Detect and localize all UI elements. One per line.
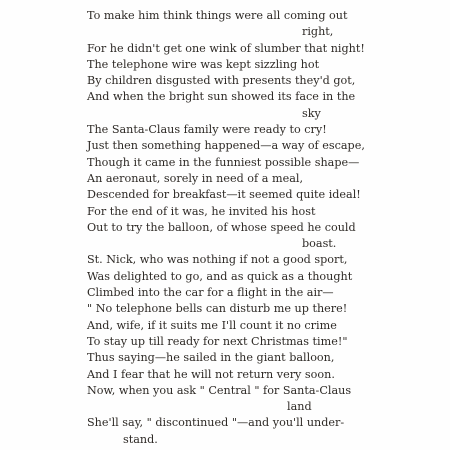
poem-line: To make him think things were all coming out [87,9,348,22]
poem-line: She'll say, " discontinued "—and you'll under- [87,416,345,430]
poem-line: right, [302,25,334,39]
poem-line: The Santa-Claus family were ready to cry! [87,123,327,137]
poem-line: An aeronaut, sorely in need of a meal, [87,171,303,185]
poem-line: stand. [123,432,158,446]
poem-line: Thus saying—he sailed in the giant balloon, [87,351,335,365]
poem-line: land [287,400,312,414]
poem-line: The telephone wire was kept sizzling hot [87,57,320,71]
poem-line: St. Nick, who was nothing if not a good sport, [87,253,348,267]
poem-line: And, wife, if it suits me I'll count it no crime [87,318,337,332]
poem-line: boast. [302,237,337,251]
poem-line: For the end of it was, he invited his host [87,204,316,218]
poem-line: And when the bright sun showed its face in the [87,90,356,104]
poem-line: sky [302,106,321,120]
poem-line: Descended for breakfast—it seemed quite ideal! [87,188,361,202]
poem-line: To stay up till ready for next Christmas time!" [87,334,348,348]
poem-line: Climbed into the car for a flight in the air— [87,286,334,300]
poem-line: For he didn't get one wink of slumber that night! [87,41,365,55]
poem-line: And I fear that he will not return very soon. [87,367,335,381]
poem-line: " No telephone bells can disturb me up there! [87,302,348,316]
poem-line: Though it came in the funniest possible shape— [87,155,360,169]
poem-line: Out to try the balloon, of whose speed he could [87,220,356,234]
poem-line: Now, when you ask " Central " for Santa-Claus [87,383,352,397]
poem-line: By children disgusted with presents they'd got, [87,74,356,88]
poem-line: Just then something happened—a way of escape, [87,139,365,153]
poem-line: Was delighted to go, and as quick as a thought [87,269,353,283]
poem-text [87,8,367,448]
